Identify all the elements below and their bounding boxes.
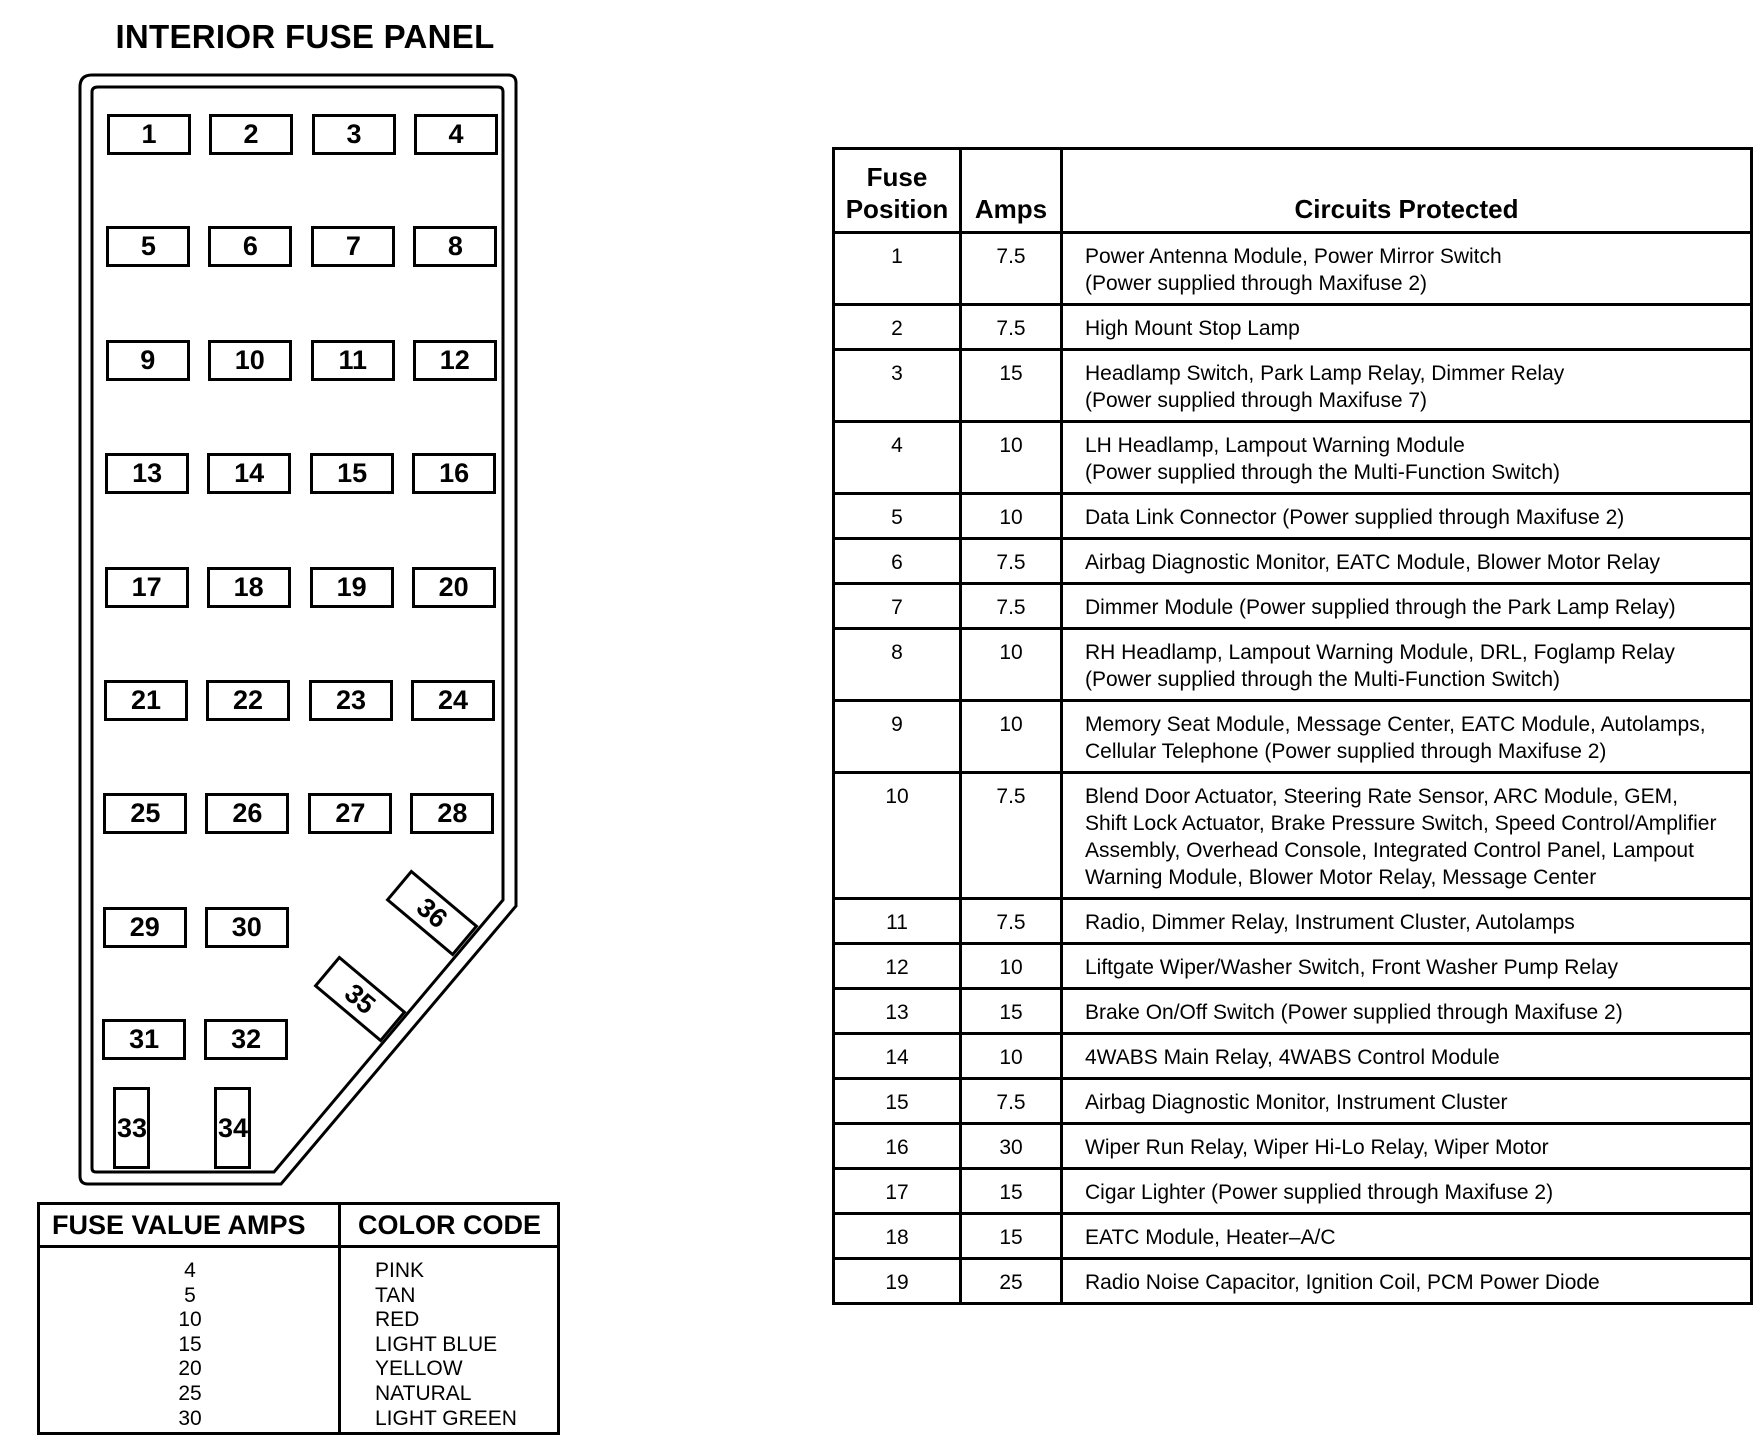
fuse-position: 7 [834, 584, 961, 629]
circuits-protected: Headlamp Switch, Park Lamp Relay, Dimmer Relay (Power supplied through Maxifuse 7) [1062, 350, 1752, 422]
fuse-slot: 19 [310, 567, 394, 608]
table-row [834, 1259, 1752, 1304]
fuse-slot: 30 [205, 907, 289, 948]
fuse-slot: 12 [413, 340, 497, 381]
fuse-slot: 6 [208, 226, 292, 267]
fuse-position: 19 [834, 1259, 961, 1304]
fuse-position: 4 [834, 422, 961, 494]
table-row [834, 1214, 1752, 1259]
circuits-protected: Radio, Dimmer Relay, Instrument Cluster, Autolamps [1062, 899, 1752, 944]
fuse-slot: 16 [412, 453, 496, 494]
fuse-amps: 7.5 [961, 305, 1062, 350]
fuse-color-value: LIGHT GREEN [375, 1406, 517, 1430]
table-row [834, 422, 1752, 494]
fuse-position: 10 [834, 773, 961, 899]
fuse-slot: 3 [312, 114, 396, 155]
fuse-amps: 15 [961, 350, 1062, 422]
fuse-amps: 10 [961, 422, 1062, 494]
fuse-position: 15 [834, 1079, 961, 1124]
fuse-position: 8 [834, 629, 961, 701]
table-row [834, 629, 1752, 701]
fuse-position: 17 [834, 1169, 961, 1214]
fuse-position: 18 [834, 1214, 961, 1259]
fuse-position: 13 [834, 989, 961, 1034]
table-row [834, 233, 1752, 305]
fuse-amps: 15 [961, 1214, 1062, 1259]
circuits-protected: Brake On/Off Switch (Power supplied through Maxifuse 2) [1062, 989, 1752, 1034]
fuse-amps: 30 [961, 1124, 1062, 1169]
color-column [375, 1259, 517, 1431]
fuse-slot: 2 [209, 114, 293, 155]
table-row [834, 584, 1752, 629]
fuse-amps: 10 [961, 629, 1062, 701]
circuits-protected: Dimmer Module (Power supplied through the Park Lamp Relay) [1062, 584, 1752, 629]
fuse-amp-value: 4 [184, 1259, 196, 1282]
fuse-amps: 10 [961, 944, 1062, 989]
fuse-amps: 10 [961, 494, 1062, 539]
table-row [834, 539, 1752, 584]
fuse-color-value: LIGHT BLUE [375, 1332, 498, 1356]
fuse-table [832, 147, 1753, 1305]
fuse-amps: 7.5 [961, 584, 1062, 629]
circuits-protected: Liftgate Wiper/Washer Switch, Front Washer Pump Relay [1062, 944, 1752, 989]
fuse-amps: 7.5 [961, 539, 1062, 584]
fuse-position: 16 [834, 1124, 961, 1169]
panel-title: INTERIOR FUSE PANEL [115, 18, 495, 55]
circuits-protected: Memory Seat Module, Message Center, EATC Module, Autolamps, Cellular Telephone (Power supplied through Maxifuse 2) [1062, 701, 1752, 773]
fuse-slot: 36 [385, 869, 478, 956]
fuse-slot: 15 [310, 453, 394, 494]
circuits-protected: RH Headlamp, Lampout Warning Module, DRL, Foglamp Relay (Power supplied through the Multi-Function Switch) [1062, 629, 1752, 701]
fuse-slot: 29 [103, 907, 187, 948]
fuse-position: 3 [834, 350, 961, 422]
fuse-slot: 23 [309, 680, 393, 721]
fuse-table-header [834, 149, 1752, 233]
fuse-slot: 1 [107, 114, 191, 155]
fuse-slot: 9 [106, 340, 190, 381]
fuse-slot: 25 [103, 793, 187, 834]
fuse-amp-value: 30 [178, 1406, 202, 1430]
column-divider [338, 1205, 341, 1432]
fuse-slot: 35 [313, 955, 406, 1042]
fuse-color-value: YELLOW [375, 1357, 463, 1381]
fuse-amps: 7.5 [961, 1079, 1062, 1124]
fuse-slot: 14 [207, 453, 291, 494]
table-row [834, 989, 1752, 1034]
fuse-amp-value: 10 [178, 1308, 202, 1332]
table-row [834, 350, 1752, 422]
circuits-protected: Airbag Diagnostic Monitor, Instrument Cluster [1062, 1079, 1752, 1124]
circuits-protected: Wiper Run Relay, Wiper Hi-Lo Relay, Wiper Motor [1062, 1124, 1752, 1169]
fuse-amp-value: 15 [178, 1332, 202, 1356]
table-row [834, 1034, 1752, 1079]
header-fuse-position: Fuse Position [834, 149, 961, 233]
fuse-slot: 17 [105, 567, 189, 608]
fuse-slot: 32 [204, 1019, 288, 1060]
fuse-position: 5 [834, 494, 961, 539]
circuits-protected: Power Antenna Module, Power Mirror Switch (Power supplied through Maxifuse 2) [1062, 233, 1752, 305]
fuse-slot: 11 [311, 340, 395, 381]
fuse-amps: 25 [961, 1259, 1062, 1304]
fuse-slot: 24 [411, 680, 495, 721]
circuits-protected: 4WABS Main Relay, 4WABS Control Module [1062, 1034, 1752, 1079]
fuse-slot: 10 [208, 340, 292, 381]
circuits-protected: Data Link Connector (Power supplied through Maxifuse 2) [1062, 494, 1752, 539]
circuits-protected: Cigar Lighter (Power supplied through Maxifuse 2) [1062, 1169, 1752, 1214]
fuse-amps: 7.5 [961, 233, 1062, 305]
fuse-slot: 7 [311, 226, 395, 267]
fuse-position: 9 [834, 701, 961, 773]
table-row [834, 773, 1752, 899]
fuse-amps: 7.5 [961, 899, 1062, 944]
fuse-amps: 15 [961, 989, 1062, 1034]
fuse-color-value: PINK [375, 1259, 425, 1282]
table-row [834, 899, 1752, 944]
fuse-amps: 7.5 [961, 773, 1062, 899]
fuse-position: 1 [834, 233, 961, 305]
amps-column [150, 1259, 230, 1431]
fuse-position: 12 [834, 944, 961, 989]
fuse-slot: 20 [412, 567, 496, 608]
header-color-code: COLOR CODE [358, 1210, 542, 1240]
fuse-slot: 4 [414, 114, 498, 155]
fuse-slot: 34 [214, 1087, 251, 1169]
table-row [834, 1169, 1752, 1214]
fuse-slot: 26 [205, 793, 289, 834]
fuse-slot: 28 [410, 793, 494, 834]
table-row [834, 305, 1752, 350]
header-circuits-protected: Circuits Protected [1062, 149, 1752, 233]
fuse-color-value: NATURAL [375, 1381, 472, 1405]
fuse-slot: 13 [105, 453, 189, 494]
fuse-amp-value: 20 [178, 1357, 202, 1381]
table-row [834, 701, 1752, 773]
fuse-color-value: TAN [375, 1283, 416, 1307]
fuse-position: 14 [834, 1034, 961, 1079]
fuse-slot: 18 [207, 567, 291, 608]
circuits-protected: High Mount Stop Lamp [1062, 305, 1752, 350]
fuse-position: 2 [834, 305, 961, 350]
fuse-slot: 22 [206, 680, 290, 721]
table-row [834, 1079, 1752, 1124]
fuse-amps: 10 [961, 701, 1062, 773]
fuse-color-value: RED [375, 1308, 420, 1332]
header-amps: Amps [961, 149, 1062, 233]
circuits-protected: Radio Noise Capacitor, Ignition Coil, PCM Power Diode [1062, 1259, 1752, 1304]
table-row [834, 944, 1752, 989]
fuse-amps: 10 [961, 1034, 1062, 1079]
color-code-table [37, 1202, 560, 1435]
circuits-protected: Airbag Diagnostic Monitor, EATC Module, Blower Motor Relay [1062, 539, 1752, 584]
fuse-slot: 31 [102, 1019, 186, 1060]
fuse-amps: 15 [961, 1169, 1062, 1214]
fuse-slot: 21 [104, 680, 188, 721]
fuse-slot: 33 [113, 1087, 150, 1169]
color-code-header [40, 1205, 557, 1248]
fuse-amp-value: 25 [178, 1381, 202, 1405]
circuits-protected: EATC Module, Heater–A/C [1062, 1214, 1752, 1259]
fuse-slot: 27 [308, 793, 392, 834]
fuse-amp-value: 5 [184, 1283, 196, 1307]
table-row [834, 1124, 1752, 1169]
circuits-protected: Blend Door Actuator, Steering Rate Sensor, ARC Module, GEM, Shift Lock Actuator, Brake Pressure Switch, Speed Control/Amplifier Assembly, Overhead Console, Integrated Control Panel, Lampout Warning Module, Blower Motor Relay, Message Center [1062, 773, 1752, 899]
circuits-protected: LH Headlamp, Lampout Warning Module (Power supplied through the Multi-Function Switch) [1062, 422, 1752, 494]
fuse-position: 6 [834, 539, 961, 584]
fuse-position: 11 [834, 899, 961, 944]
header-fuse-value-amps: FUSE VALUE AMPS [52, 1210, 306, 1240]
table-row [834, 494, 1752, 539]
fuse-slot: 5 [106, 226, 190, 267]
fuse-slot: 8 [413, 226, 497, 267]
